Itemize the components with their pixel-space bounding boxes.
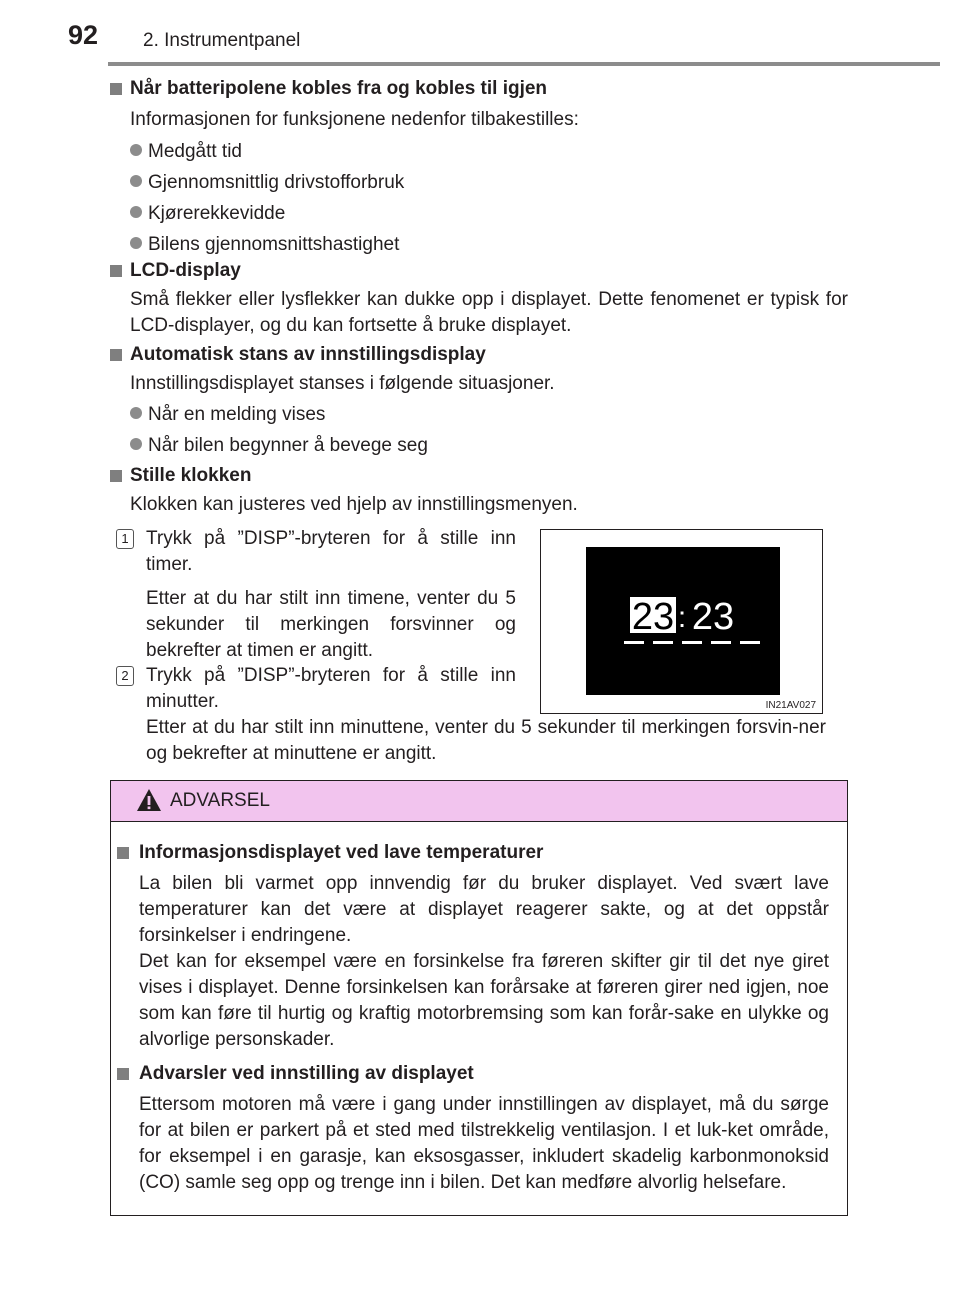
- step-number: 1: [116, 529, 134, 549]
- step-note: Etter at du har stilt inn timene, venter du 5 sekunder til merkingen forsvinner og bekrefter at timen er angitt.: [146, 588, 516, 661]
- chapter-title: 2. Instrumentpanel: [143, 30, 301, 51]
- step-1: [116, 526, 516, 664]
- warning-body: [111, 822, 847, 1196]
- dash-mark: [624, 641, 644, 644]
- square-bullet-icon: [110, 83, 122, 95]
- step-text: Trykk på ”DISP”-bryteren for å stille inn minutter.: [146, 665, 516, 712]
- clock-readout: [586, 547, 780, 695]
- dash-mark: [711, 641, 731, 644]
- section-intro: Innstillingsdisplayet stanses i følgende situasjoner.: [130, 373, 555, 394]
- dash-mark: [740, 641, 760, 644]
- warning-title: ADVARSEL: [170, 790, 270, 811]
- circle-bullet-icon: [130, 144, 142, 156]
- section-clock: [108, 463, 848, 518]
- list-item: Medgått tid: [108, 139, 848, 165]
- clock-display-figure: [540, 529, 823, 714]
- minutes-text: 23: [691, 596, 735, 638]
- square-bullet-icon: [110, 349, 122, 361]
- section-heading: LCD-display: [108, 258, 848, 284]
- warning-header: [111, 781, 847, 822]
- section-heading: Stille klokken: [108, 463, 848, 489]
- section-intro: Informasjonen for funksjonene nedenfor tilbakestilles:: [130, 109, 579, 130]
- display-screen: [586, 547, 780, 695]
- warning-heading: Advarsler ved innstilling av displayet: [111, 1061, 829, 1087]
- square-bullet-icon: [110, 265, 122, 277]
- list-item: Bilens gjennomsnittshastighet: [108, 232, 848, 258]
- figure-code: IN21AV027: [765, 700, 816, 711]
- section-heading: Automatisk stans av innstillingsdisplay: [108, 342, 848, 368]
- section-lcd: [108, 258, 848, 339]
- warning-text: Ettersom motoren må være i gang under innstillingen av displayet, må du sørge for at bilen er parkert på et sted med tilstrekkelig ventilasjon. I et luk-ket område, for eksempel i en garasje, kan eksosgasser, inkludert skadelig karbonmonoksid (CO) samle seg opp og trenge inn i bilen. Det kan medføre alvorlig helsefare.: [139, 1094, 829, 1193]
- circle-bullet-icon: [130, 206, 142, 218]
- list-item: Når en melding vises: [108, 402, 848, 428]
- dash-mark: [682, 641, 702, 644]
- page-number: 92: [68, 20, 99, 50]
- dash-mark: [653, 641, 673, 644]
- step-2: [116, 663, 516, 715]
- section-text: Små flekker eller lysflekker kan dukke opp i displayet. Dette fenomenet er typisk for LCD-displayer, og du kan fortsette å bruke displayet.: [130, 289, 848, 336]
- circle-bullet-icon: [130, 407, 142, 419]
- square-bullet-icon: [110, 470, 122, 482]
- section-intro: Klokken kan justeres ved hjelp av innstillingsmenyen.: [130, 494, 578, 515]
- section-auto-stop: [108, 342, 848, 459]
- separator-text: :: [677, 601, 687, 634]
- section-battery: [108, 76, 848, 258]
- circle-bullet-icon: [130, 237, 142, 249]
- list-item: Kjørerekkevidde: [108, 201, 848, 227]
- step-number: 2: [116, 666, 134, 686]
- header-divider: [108, 62, 940, 66]
- circle-bullet-icon: [130, 175, 142, 187]
- circle-bullet-icon: [130, 438, 142, 450]
- list-item: Når bilen begynner å bevege seg: [108, 433, 848, 459]
- square-bullet-icon: [117, 1068, 129, 1080]
- warning-heading: Informasjonsdisplayet ved lave temperaturer: [111, 840, 829, 866]
- square-bullet-icon: [117, 847, 129, 859]
- list-item: Gjennomsnittlig drivstofforbruk: [108, 170, 848, 196]
- warning-triangle-icon: [136, 788, 162, 812]
- hours-text: 23: [631, 596, 675, 638]
- warning-box: [110, 780, 848, 1216]
- warning-text: Det kan for eksempel være en forsinkelse fra føreren skifter gir til det nye giret vises i displayet. Denne forsinkelsen kan forårsake at føreren girer ned igjen, noe som kan føre til hurtig og kraftig motorbremsing som kan forår-sake en ulykke og alvorlige personskader.: [139, 951, 829, 1050]
- step-2-note: [116, 715, 826, 767]
- step-note: Etter at du har stilt inn minuttene, venter du 5 sekunder til merkingen forsvin-ner og bekrefter at minuttene er angitt.: [146, 717, 826, 764]
- warning-text: La bilen bli varmet opp innvendig før du bruker displayet. Ved svært lave temperaturer kan det være at displayet reagerer sakte, og at det oppstår forsinkelser i endringene.: [139, 873, 829, 946]
- dash-marks: [624, 641, 760, 644]
- section-heading: Når batteripolene kobles fra og kobles til igjen: [108, 76, 848, 102]
- step-text: Trykk på ”DISP”-bryteren for å stille inn timer.: [146, 528, 516, 575]
